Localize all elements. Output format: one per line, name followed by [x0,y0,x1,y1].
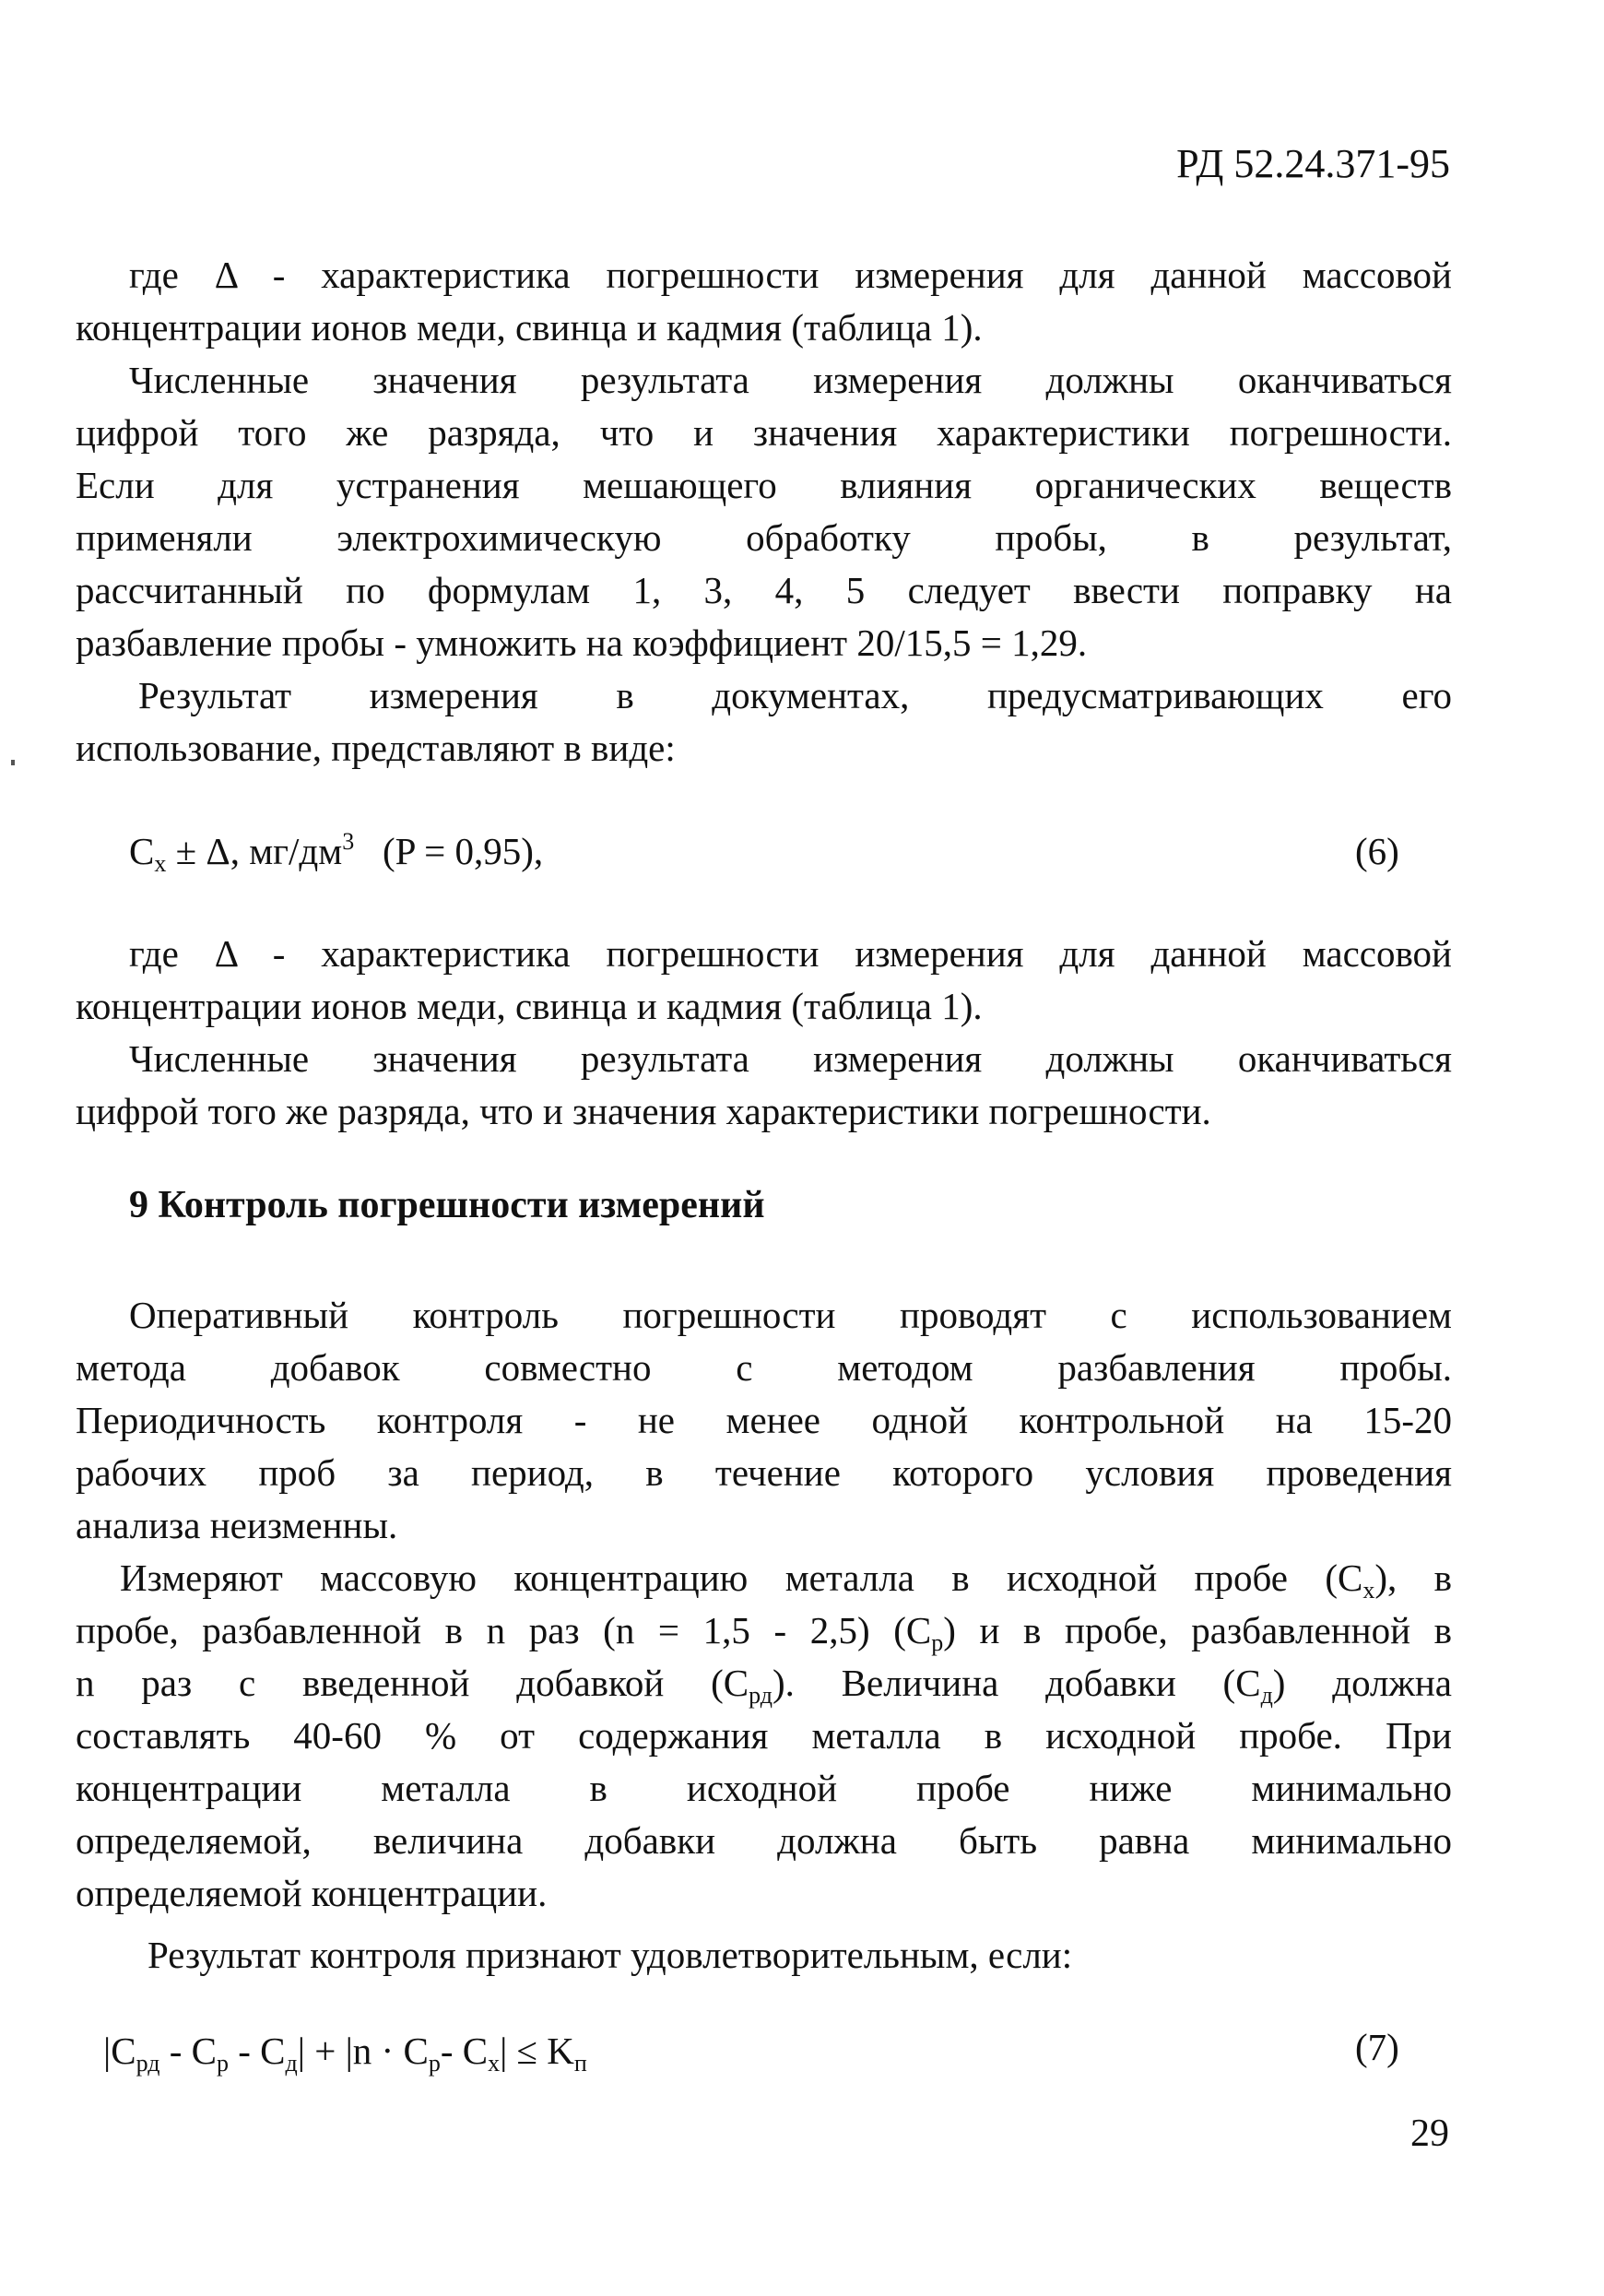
equation-number: (7) [1355,2026,1399,2068]
text-line: цифрой того же разряда, что и значения характеристики погрешности. [76,1090,1211,1132]
text-line: цифрой того же разряда, что и значения характеристики погрешности. [76,411,1452,454]
formula-7: $|C_{рд} - C_р - C_д| + |n \cdot C_р-$ $C_x| \le K_п$ [103,2030,587,2077]
text-line: использование, представляют в виде: [76,727,676,769]
text-line: рабочих проб за период, в течение которого условия проведения [76,1451,1452,1494]
document-code: РД 52.24.371-95 [1176,141,1450,186]
text-line: анализа неизменны. [76,1504,398,1546]
scan-speck [11,760,15,765]
text-line: применяли электрохимическую обработку пробы, в результат, [76,516,1452,559]
text-line: Результат измерения в документах, предусматривающих его [138,674,1452,716]
text-line: рассчитанный по формулам 1, 3, 4, 5 следует ввести поправку на [76,569,1452,611]
text-line: концентрации ионов меди, свинца и кадмия (таблица 1). [76,306,983,349]
text-line: определяемой, величина добавки должна быть равна минимально [76,1819,1452,1862]
text-line: Численные значения результата измерения должны оканчиваться [129,1037,1452,1080]
section-heading: 9 Контроль погрешности измерений [129,1184,765,1226]
text-line: n раз с введенной добавкой $(C_{рд})$. Величина добавки $(C_д)$ должна [76,1662,1452,1709]
text-line: составлять 40-60 % от содержания металла в исходной пробе. При [76,1714,1452,1757]
equation-number: (6) [1355,830,1399,872]
text-line: где Δ - характеристика погрешности измерения для данной массовой [129,254,1452,296]
text-line: Периодичность контроля - не менее одной контрольной на 15-20 [76,1399,1452,1441]
text-line: где Δ - характеристика погрешности измерения для данной массовой [129,932,1452,975]
text-line: Результат контроля признают удовлетворительным, если: [147,1934,1073,1976]
text-line: определяемой концентрации. [76,1872,548,1914]
text-line: концентрации ионов меди, свинца и кадмия (таблица 1). [76,985,983,1027]
text-line: Измеряют массовую концентрацию металла в исходной пробе $(C_x)$, в [120,1556,1452,1604]
text-line: Если для устранения мешающего влияния органических веществ [76,464,1452,506]
text-line: пробе, разбавленной в n раз (n = 1,5 - 2,5) $(C_р)$ и в пробе, разбавленной в [76,1609,1452,1656]
text-line: Численные значения результата измерения должны оканчиваться [129,359,1452,401]
formula-6: $C_x \pm \Delta$, $мг/дм^3$ (P = 0,95), [129,828,544,877]
text-line: метода добавок совместно с методом разбавления пробы. [76,1346,1452,1389]
text-line: разбавление пробы - умножить на коэффициент 20/15,5 = 1,29. [76,621,1088,664]
text-line: Оперативный контроль погрешности проводят с использованием [129,1294,1452,1336]
text-line: концентрации металла в исходной пробе ниже минимально [76,1767,1452,1809]
page-number: 29 [1410,2113,1449,2155]
